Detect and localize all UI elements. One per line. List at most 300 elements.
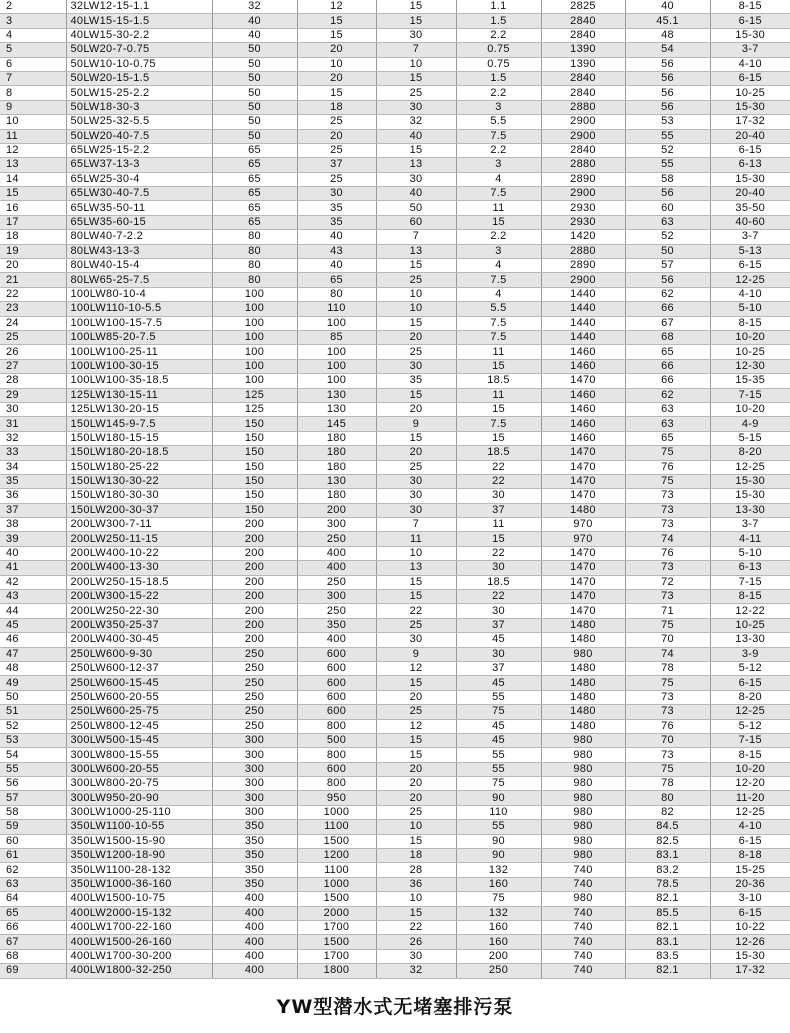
model-cell: 50LW10-10-0.75	[66, 57, 212, 71]
efficiency-cell: 56	[625, 57, 710, 71]
flow-cell: 1500	[297, 834, 376, 848]
row-number-cell: 49	[0, 676, 66, 690]
table-row	[0, 906, 790, 920]
flow-cell: 600	[297, 647, 376, 661]
power-cell: 15	[456, 359, 541, 373]
efficiency-cell: 76	[625, 546, 710, 560]
efficiency-cell: 45.1	[625, 14, 710, 28]
power-cell: 75	[456, 705, 541, 719]
speed-cell: 2880	[541, 100, 625, 114]
head-range-cell: 5-13	[710, 244, 790, 258]
speed-cell: 2890	[541, 172, 625, 186]
model-cell: 100LW110-10-5.5	[66, 302, 212, 316]
diameter-cell: 200	[212, 633, 297, 647]
row-number-cell: 10	[0, 115, 66, 129]
diameter-cell: 100	[212, 345, 297, 359]
head-range-cell: 7-15	[710, 388, 790, 402]
head-range-cell: 6-15	[710, 676, 790, 690]
flow-cell: 110	[297, 302, 376, 316]
efficiency-cell: 62	[625, 287, 710, 301]
efficiency-cell: 73	[625, 503, 710, 517]
flow-cell: 145	[297, 417, 376, 431]
efficiency-cell: 82.1	[625, 892, 710, 906]
model-cell: 65LW35-50-11	[66, 201, 212, 215]
speed-cell: 2840	[541, 86, 625, 100]
power-cell: 4	[456, 287, 541, 301]
efficiency-cell: 82.1	[625, 921, 710, 935]
flow-cell: 1000	[297, 877, 376, 891]
diameter-cell: 50	[212, 71, 297, 85]
head-cell: 11	[376, 532, 456, 546]
flow-cell: 35	[297, 215, 376, 229]
table-row	[0, 820, 790, 834]
flow-cell: 12	[297, 0, 376, 14]
row-number-cell: 3	[0, 14, 66, 28]
diameter-cell: 350	[212, 820, 297, 834]
power-cell: 30	[456, 647, 541, 661]
head-cell: 15	[376, 676, 456, 690]
efficiency-cell: 67	[625, 316, 710, 330]
diameter-cell: 100	[212, 287, 297, 301]
efficiency-cell: 65	[625, 431, 710, 445]
head-range-cell: 3-7	[710, 518, 790, 532]
power-cell: 90	[456, 849, 541, 863]
row-number-cell: 20	[0, 259, 66, 273]
efficiency-cell: 56	[625, 71, 710, 85]
row-number-cell: 32	[0, 431, 66, 445]
head-cell: 40	[376, 187, 456, 201]
head-cell: 25	[376, 86, 456, 100]
diameter-cell: 150	[212, 474, 297, 488]
efficiency-cell: 56	[625, 100, 710, 114]
head-cell: 28	[376, 863, 456, 877]
row-number-cell: 14	[0, 172, 66, 186]
table-row	[0, 172, 790, 186]
head-cell: 25	[376, 345, 456, 359]
model-cell: 65LW37-13-3	[66, 158, 212, 172]
speed-cell: 2840	[541, 143, 625, 157]
efficiency-cell: 52	[625, 230, 710, 244]
table-row	[0, 489, 790, 503]
head-range-cell: 10-25	[710, 86, 790, 100]
model-cell: 250LW600-25-75	[66, 705, 212, 719]
row-number-cell: 52	[0, 719, 66, 733]
head-range-cell: 12-20	[710, 777, 790, 791]
speed-cell: 1470	[541, 374, 625, 388]
head-cell: 32	[376, 115, 456, 129]
row-number-cell: 65	[0, 906, 66, 920]
row-number-cell: 31	[0, 417, 66, 431]
diameter-cell: 200	[212, 618, 297, 632]
flow-cell: 250	[297, 575, 376, 589]
efficiency-cell: 73	[625, 690, 710, 704]
head-cell: 10	[376, 820, 456, 834]
flow-cell: 180	[297, 446, 376, 460]
efficiency-cell: 65	[625, 345, 710, 359]
head-cell: 15	[376, 733, 456, 747]
head-range-cell: 4-10	[710, 287, 790, 301]
table-row	[0, 57, 790, 71]
head-cell: 15	[376, 748, 456, 762]
efficiency-cell: 82	[625, 805, 710, 819]
model-cell: 50LW20-40-7.5	[66, 129, 212, 143]
efficiency-cell: 68	[625, 330, 710, 344]
speed-cell: 740	[541, 877, 625, 891]
diameter-cell: 250	[212, 647, 297, 661]
table-row	[0, 230, 790, 244]
row-number-cell: 26	[0, 345, 66, 359]
flow-cell: 1100	[297, 820, 376, 834]
speed-cell: 980	[541, 777, 625, 791]
efficiency-cell: 76	[625, 460, 710, 474]
head-range-cell: 15-25	[710, 863, 790, 877]
power-cell: 55	[456, 762, 541, 776]
head-range-cell: 15-30	[710, 949, 790, 963]
speed-cell: 980	[541, 762, 625, 776]
table-row	[0, 460, 790, 474]
flow-cell: 20	[297, 43, 376, 57]
head-range-cell: 10-25	[710, 618, 790, 632]
speed-cell: 980	[541, 791, 625, 805]
efficiency-cell: 75	[625, 762, 710, 776]
power-cell: 30	[456, 604, 541, 618]
table-row	[0, 748, 790, 762]
head-range-cell: 15-30	[710, 489, 790, 503]
speed-cell: 1390	[541, 43, 625, 57]
head-cell: 25	[376, 705, 456, 719]
head-range-cell: 15-30	[710, 100, 790, 114]
head-cell: 20	[376, 330, 456, 344]
footer	[0, 979, 790, 1033]
model-cell: 350LW1100-10-55	[66, 820, 212, 834]
power-cell: 11	[456, 345, 541, 359]
flow-cell: 35	[297, 201, 376, 215]
model-cell: 100LW80-10-4	[66, 287, 212, 301]
efficiency-cell: 66	[625, 302, 710, 316]
head-range-cell: 5-10	[710, 546, 790, 560]
diameter-cell: 80	[212, 230, 297, 244]
efficiency-cell: 74	[625, 532, 710, 546]
row-number-cell: 53	[0, 733, 66, 747]
diameter-cell: 250	[212, 690, 297, 704]
head-cell: 20	[376, 690, 456, 704]
model-cell: 400LW1500-10-75	[66, 892, 212, 906]
table-row	[0, 388, 790, 402]
head-range-cell: 5-12	[710, 719, 790, 733]
head-range-cell: 12-25	[710, 460, 790, 474]
head-cell: 18	[376, 849, 456, 863]
head-range-cell: 13-30	[710, 503, 790, 517]
head-range-cell: 4-10	[710, 820, 790, 834]
diameter-cell: 150	[212, 446, 297, 460]
head-cell: 7	[376, 43, 456, 57]
head-range-cell: 3-7	[710, 43, 790, 57]
power-cell: 55	[456, 820, 541, 834]
head-range-cell: 6-13	[710, 158, 790, 172]
head-cell: 15	[376, 71, 456, 85]
head-range-cell: 40-60	[710, 215, 790, 229]
diameter-cell: 350	[212, 849, 297, 863]
diameter-cell: 300	[212, 791, 297, 805]
power-cell: 45	[456, 733, 541, 747]
efficiency-cell: 60	[625, 201, 710, 215]
efficiency-cell: 73	[625, 748, 710, 762]
table-row	[0, 158, 790, 172]
speed-cell: 1460	[541, 417, 625, 431]
speed-cell: 980	[541, 820, 625, 834]
power-cell: 250	[456, 964, 541, 978]
efficiency-cell: 85.5	[625, 906, 710, 920]
head-cell: 36	[376, 877, 456, 891]
speed-cell: 1460	[541, 402, 625, 416]
power-cell: 11	[456, 518, 541, 532]
diameter-cell: 150	[212, 417, 297, 431]
diameter-cell: 65	[212, 187, 297, 201]
head-range-cell: 3-7	[710, 230, 790, 244]
model-cell: 200LW250-15-18.5	[66, 575, 212, 589]
flow-cell: 25	[297, 143, 376, 157]
table-row	[0, 14, 790, 28]
power-cell: 22	[456, 546, 541, 560]
diameter-cell: 400	[212, 964, 297, 978]
power-cell: 7.5	[456, 316, 541, 330]
speed-cell: 740	[541, 935, 625, 949]
row-number-cell: 4	[0, 28, 66, 42]
head-cell: 30	[376, 503, 456, 517]
power-cell: 18.5	[456, 446, 541, 460]
diameter-cell: 400	[212, 949, 297, 963]
row-number-cell: 44	[0, 604, 66, 618]
diameter-cell: 100	[212, 330, 297, 344]
head-cell: 15	[376, 0, 456, 14]
power-cell: 160	[456, 921, 541, 935]
head-range-cell: 6-15	[710, 14, 790, 28]
model-cell: 150LW180-30-30	[66, 489, 212, 503]
head-range-cell: 20-36	[710, 877, 790, 891]
table-row	[0, 705, 790, 719]
head-cell: 25	[376, 805, 456, 819]
table-row	[0, 546, 790, 560]
table-row	[0, 964, 790, 978]
speed-cell: 1480	[541, 618, 625, 632]
efficiency-cell: 70	[625, 733, 710, 747]
row-number-cell: 36	[0, 489, 66, 503]
efficiency-cell: 82.1	[625, 964, 710, 978]
diameter-cell: 350	[212, 877, 297, 891]
speed-cell: 1440	[541, 302, 625, 316]
flow-cell: 15	[297, 86, 376, 100]
speed-cell: 1470	[541, 446, 625, 460]
power-cell: 7.5	[456, 417, 541, 431]
power-cell: 45	[456, 633, 541, 647]
power-cell: 200	[456, 949, 541, 963]
head-cell: 60	[376, 215, 456, 229]
power-cell: 7.5	[456, 129, 541, 143]
flow-cell: 400	[297, 546, 376, 560]
row-number-cell: 2	[0, 0, 66, 14]
head-range-cell: 7-15	[710, 575, 790, 589]
power-cell: 110	[456, 805, 541, 819]
head-cell: 20	[376, 446, 456, 460]
head-range-cell: 17-32	[710, 115, 790, 129]
diameter-cell: 50	[212, 100, 297, 114]
head-cell: 50	[376, 201, 456, 215]
speed-cell: 1480	[541, 661, 625, 675]
model-cell: 80LW65-25-7.5	[66, 273, 212, 287]
model-cell: 65LW30-40-7.5	[66, 187, 212, 201]
table-row	[0, 590, 790, 604]
diameter-cell: 65	[212, 143, 297, 157]
diameter-cell: 32	[212, 0, 297, 14]
model-cell: 300LW1000-25-110	[66, 805, 212, 819]
diameter-cell: 350	[212, 834, 297, 848]
row-number-cell: 34	[0, 460, 66, 474]
power-cell: 3	[456, 158, 541, 172]
table-row	[0, 647, 790, 661]
flow-cell: 100	[297, 345, 376, 359]
power-cell: 132	[456, 906, 541, 920]
head-range-cell: 10-20	[710, 762, 790, 776]
flow-cell: 600	[297, 661, 376, 675]
table-row	[0, 604, 790, 618]
flow-cell: 20	[297, 129, 376, 143]
row-number-cell: 5	[0, 43, 66, 57]
model-cell: 250LW600-15-45	[66, 676, 212, 690]
row-number-cell: 55	[0, 762, 66, 776]
speed-cell: 1460	[541, 388, 625, 402]
table-row	[0, 0, 790, 14]
row-number-cell: 7	[0, 71, 66, 85]
efficiency-cell: 80	[625, 791, 710, 805]
speed-cell: 2880	[541, 244, 625, 258]
table-row	[0, 618, 790, 632]
head-cell: 20	[376, 402, 456, 416]
model-cell: 65LW25-30-4	[66, 172, 212, 186]
speed-cell: 740	[541, 921, 625, 935]
flow-cell: 130	[297, 388, 376, 402]
power-cell: 75	[456, 892, 541, 906]
head-cell: 25	[376, 460, 456, 474]
flow-cell: 100	[297, 316, 376, 330]
head-cell: 15	[376, 906, 456, 920]
model-cell: 32LW12-15-1.1	[66, 0, 212, 14]
model-cell: 50LW20-7-0.75	[66, 43, 212, 57]
speed-cell: 2900	[541, 187, 625, 201]
power-cell: 15	[456, 402, 541, 416]
row-number-cell: 43	[0, 590, 66, 604]
diameter-cell: 400	[212, 935, 297, 949]
power-cell: 2.2	[456, 28, 541, 42]
diameter-cell: 65	[212, 158, 297, 172]
head-range-cell: 10-22	[710, 921, 790, 935]
head-range-cell: 6-13	[710, 561, 790, 575]
diameter-cell: 200	[212, 604, 297, 618]
table-row	[0, 71, 790, 85]
flow-cell: 20	[297, 71, 376, 85]
diameter-cell: 125	[212, 402, 297, 416]
diameter-cell: 100	[212, 359, 297, 373]
model-cell: 150LW180-25-22	[66, 460, 212, 474]
head-cell: 13	[376, 158, 456, 172]
table-row	[0, 259, 790, 273]
speed-cell: 1460	[541, 431, 625, 445]
diameter-cell: 150	[212, 489, 297, 503]
power-cell: 11	[456, 201, 541, 215]
diameter-cell: 80	[212, 244, 297, 258]
model-cell: 80LW40-7-2.2	[66, 230, 212, 244]
diameter-cell: 100	[212, 374, 297, 388]
head-range-cell: 12-25	[710, 705, 790, 719]
table-row	[0, 446, 790, 460]
row-number-cell: 56	[0, 777, 66, 791]
speed-cell: 1470	[541, 590, 625, 604]
diameter-cell: 50	[212, 129, 297, 143]
head-range-cell: 15-30	[710, 172, 790, 186]
efficiency-cell: 62	[625, 388, 710, 402]
efficiency-cell: 50	[625, 244, 710, 258]
power-cell: 15	[456, 431, 541, 445]
head-range-cell: 6-15	[710, 71, 790, 85]
flow-cell: 80	[297, 287, 376, 301]
row-number-cell: 6	[0, 57, 66, 71]
flow-cell: 30	[297, 187, 376, 201]
head-cell: 7	[376, 230, 456, 244]
head-range-cell: 13-30	[710, 633, 790, 647]
head-range-cell: 5-12	[710, 661, 790, 675]
table-row	[0, 474, 790, 488]
head-cell: 15	[376, 14, 456, 28]
model-cell: 80LW40-15-4	[66, 259, 212, 273]
head-cell: 15	[376, 259, 456, 273]
head-cell: 15	[376, 143, 456, 157]
speed-cell: 2900	[541, 115, 625, 129]
head-range-cell: 20-40	[710, 187, 790, 201]
head-cell: 32	[376, 964, 456, 978]
efficiency-cell: 70	[625, 633, 710, 647]
diameter-cell: 125	[212, 388, 297, 402]
table-row	[0, 345, 790, 359]
head-cell: 22	[376, 921, 456, 935]
row-number-cell: 57	[0, 791, 66, 805]
speed-cell: 1470	[541, 489, 625, 503]
model-cell: 200LW250-22-30	[66, 604, 212, 618]
model-cell: 50LW20-15-1.5	[66, 71, 212, 85]
power-cell: 1.5	[456, 71, 541, 85]
model-cell: 350LW1100-28-132	[66, 863, 212, 877]
row-number-cell: 27	[0, 359, 66, 373]
row-number-cell: 64	[0, 892, 66, 906]
head-cell: 30	[376, 28, 456, 42]
head-cell: 20	[376, 777, 456, 791]
power-cell: 37	[456, 503, 541, 517]
head-range-cell: 7-15	[710, 733, 790, 747]
efficiency-cell: 55	[625, 129, 710, 143]
power-cell: 37	[456, 661, 541, 675]
model-cell: 400LW1700-22-160	[66, 921, 212, 935]
table-row	[0, 129, 790, 143]
power-cell: 132	[456, 863, 541, 877]
diameter-cell: 80	[212, 273, 297, 287]
table-row	[0, 791, 790, 805]
diameter-cell: 200	[212, 532, 297, 546]
model-cell: 150LW145-9-7.5	[66, 417, 212, 431]
row-number-cell: 37	[0, 503, 66, 517]
table-row	[0, 575, 790, 589]
speed-cell: 2825	[541, 0, 625, 14]
speed-cell: 1460	[541, 359, 625, 373]
table-row	[0, 518, 790, 532]
head-range-cell: 15-30	[710, 28, 790, 42]
